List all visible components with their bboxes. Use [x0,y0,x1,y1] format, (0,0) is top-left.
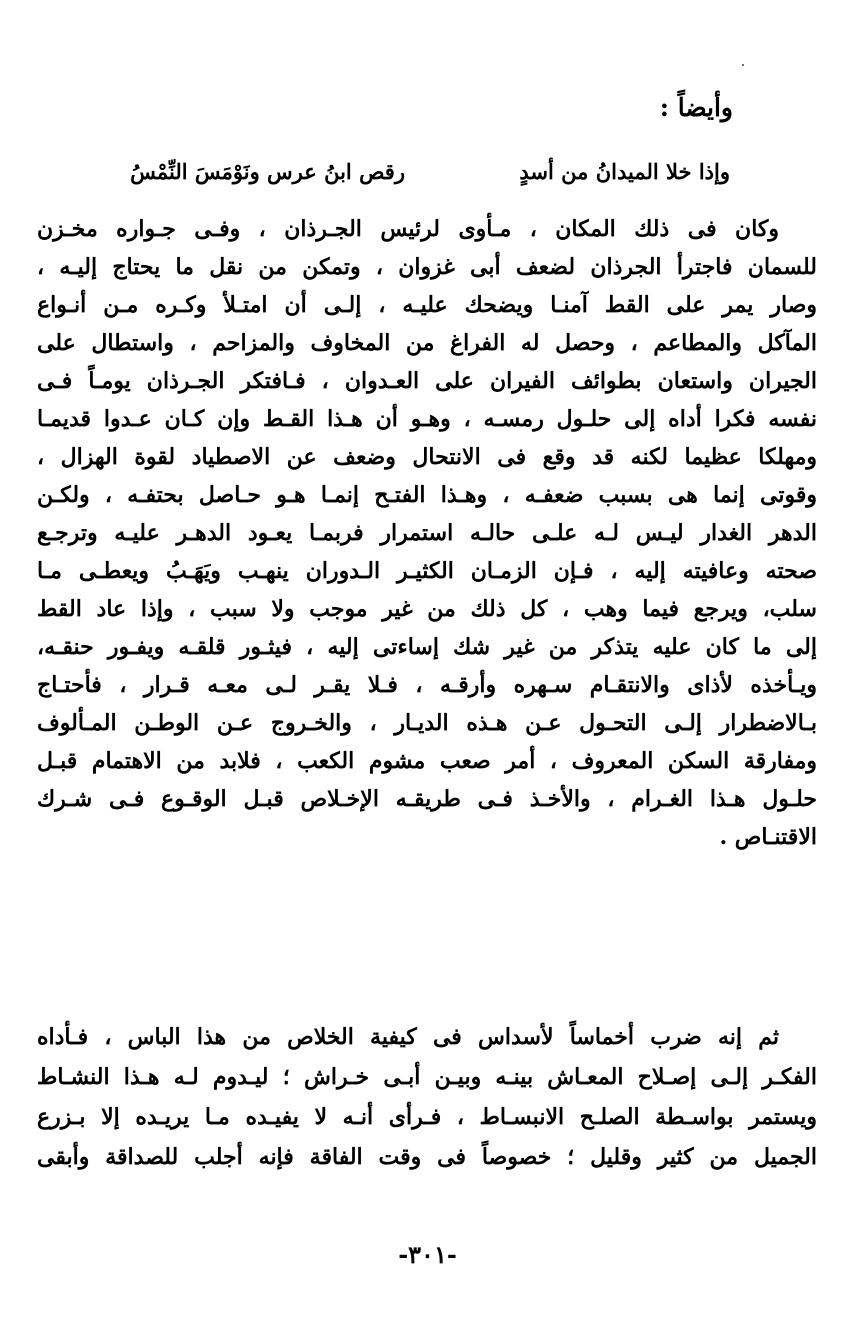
text-line: نفسه فكرا أداه إلى حلـول رمسـه ، وهـو أن هـذا القـط وإن كـان عـدوا قديمـا [37,406,818,432]
text-line: ويـأخذه لأذاى والانتقـام سـهره وأرقـه ، فـلا يقـر لـى معـه قـرار ، فأحتـاج [37,672,817,698]
text-line: المآكل والمطاعم ، وحصل له الفراغ من المخاوف والمزاحم ، واستطال على [37,330,817,356]
scan-speck [742,64,744,66]
paragraph-2 [37,1017,817,1177]
verse-first-hemistich: وإذا خلا الميدانُ من أسدٍ [519,159,730,184]
text-line: الاقتنـاص . [719,824,817,850]
text-line: وصار يمر على القط آمنـا ويضحك عليـه ، إلـى أن امتـلأ وكـره مـن أنـواع [37,292,817,318]
text-line: إلى ما كان عليه يتذكر من غير شك إساءتى إليه ، فيثـور قلقـه ويفـور حنقـه، [37,634,817,660]
text-line: بـالاضطرار إلـى التحـول عـن هـذه الديـار ، والخـروج عـن الوطـن المـألوف [37,710,817,736]
text-line: ثم إنه ضرب أخماساً لأسداس فى كيفية الخلاص من هذا الباس ، فـأداه [37,1024,779,1050]
text-line: وكان فى ذلك المكان ، مـأوى لرئيس الجـرذان ، وفـى جـواره مخـزن [37,216,779,242]
text-line: ويستمر بواسـطة الصلـح الانبسـاط ، فـرأى أنـه لا يفيـده مـا يريـده إلا بـزرع [37,1104,817,1130]
verse-second-hemistich: رقص ابنُ عرس ونَوْمَسَ النِّمْسُ [130,159,405,184]
text-line: صحته وعافيته إليه ، فـإن الزمـان الكثيـر الـدوران ينهـب ويَهَـبُ ويعطـى مـا [37,558,817,584]
text-line: سلب، ويرجع فيما وهب ، كل ذلك من غير موجب ولا سبب ، وإذا عاد القط [37,596,817,622]
text-line: ومفارقة السكن المعروف ، أمر صعب مشوم الكعب ، فلابد من الاهتمام قبـل [37,748,817,774]
text-line: الفكـر إلـى إصـلاح المعـاش بينـه وبيـن أبـى خـراش ؛ ليـدوم لـه هـذا النشـاط [37,1064,817,1090]
text-line: الجميل من كثير وقليل ؛ خصوصاً فى وقت الفاقة فإنه أجلب للصداقة وأبقى [37,1144,817,1170]
intro-line: وأيضاً : [659,93,733,122]
text-line: الدهر الغدار ليـس لـه علـى حالـه استمرار فربمـا يعـود الدهـر عليـه وترجـع [37,520,817,546]
text-line: وقوتى إنما هى بسبب ضعفـه ، وهـذا الفتـح إنمـا هـو حـاصل بحتفـه ، ولكـن [37,482,817,508]
text-line: الجيران واستعان بطوائف الفيران على العـدوان ، فـافتكر الجـرذان يومـاً فـى [37,368,817,394]
paragraph-1 [37,210,817,856]
page-number: -٣٠١- [398,1240,457,1269]
text-line: للسمان فاجترأ الجرذان لضعف أبى غزوان ، وتمكن من نقل ما يحتاج إليـه ، [37,254,817,280]
text-line: حلـول هـذا الغـرام ، والأخـذ فـى طريقـه الإخـلاص قبـل الوقـوع فـى شـرك [37,786,817,812]
text-line: ومهلكا عظيما لكنه قد وقع فى الانتحال وضعف عن الاصطياد لقوة الهزال ، [37,444,817,470]
